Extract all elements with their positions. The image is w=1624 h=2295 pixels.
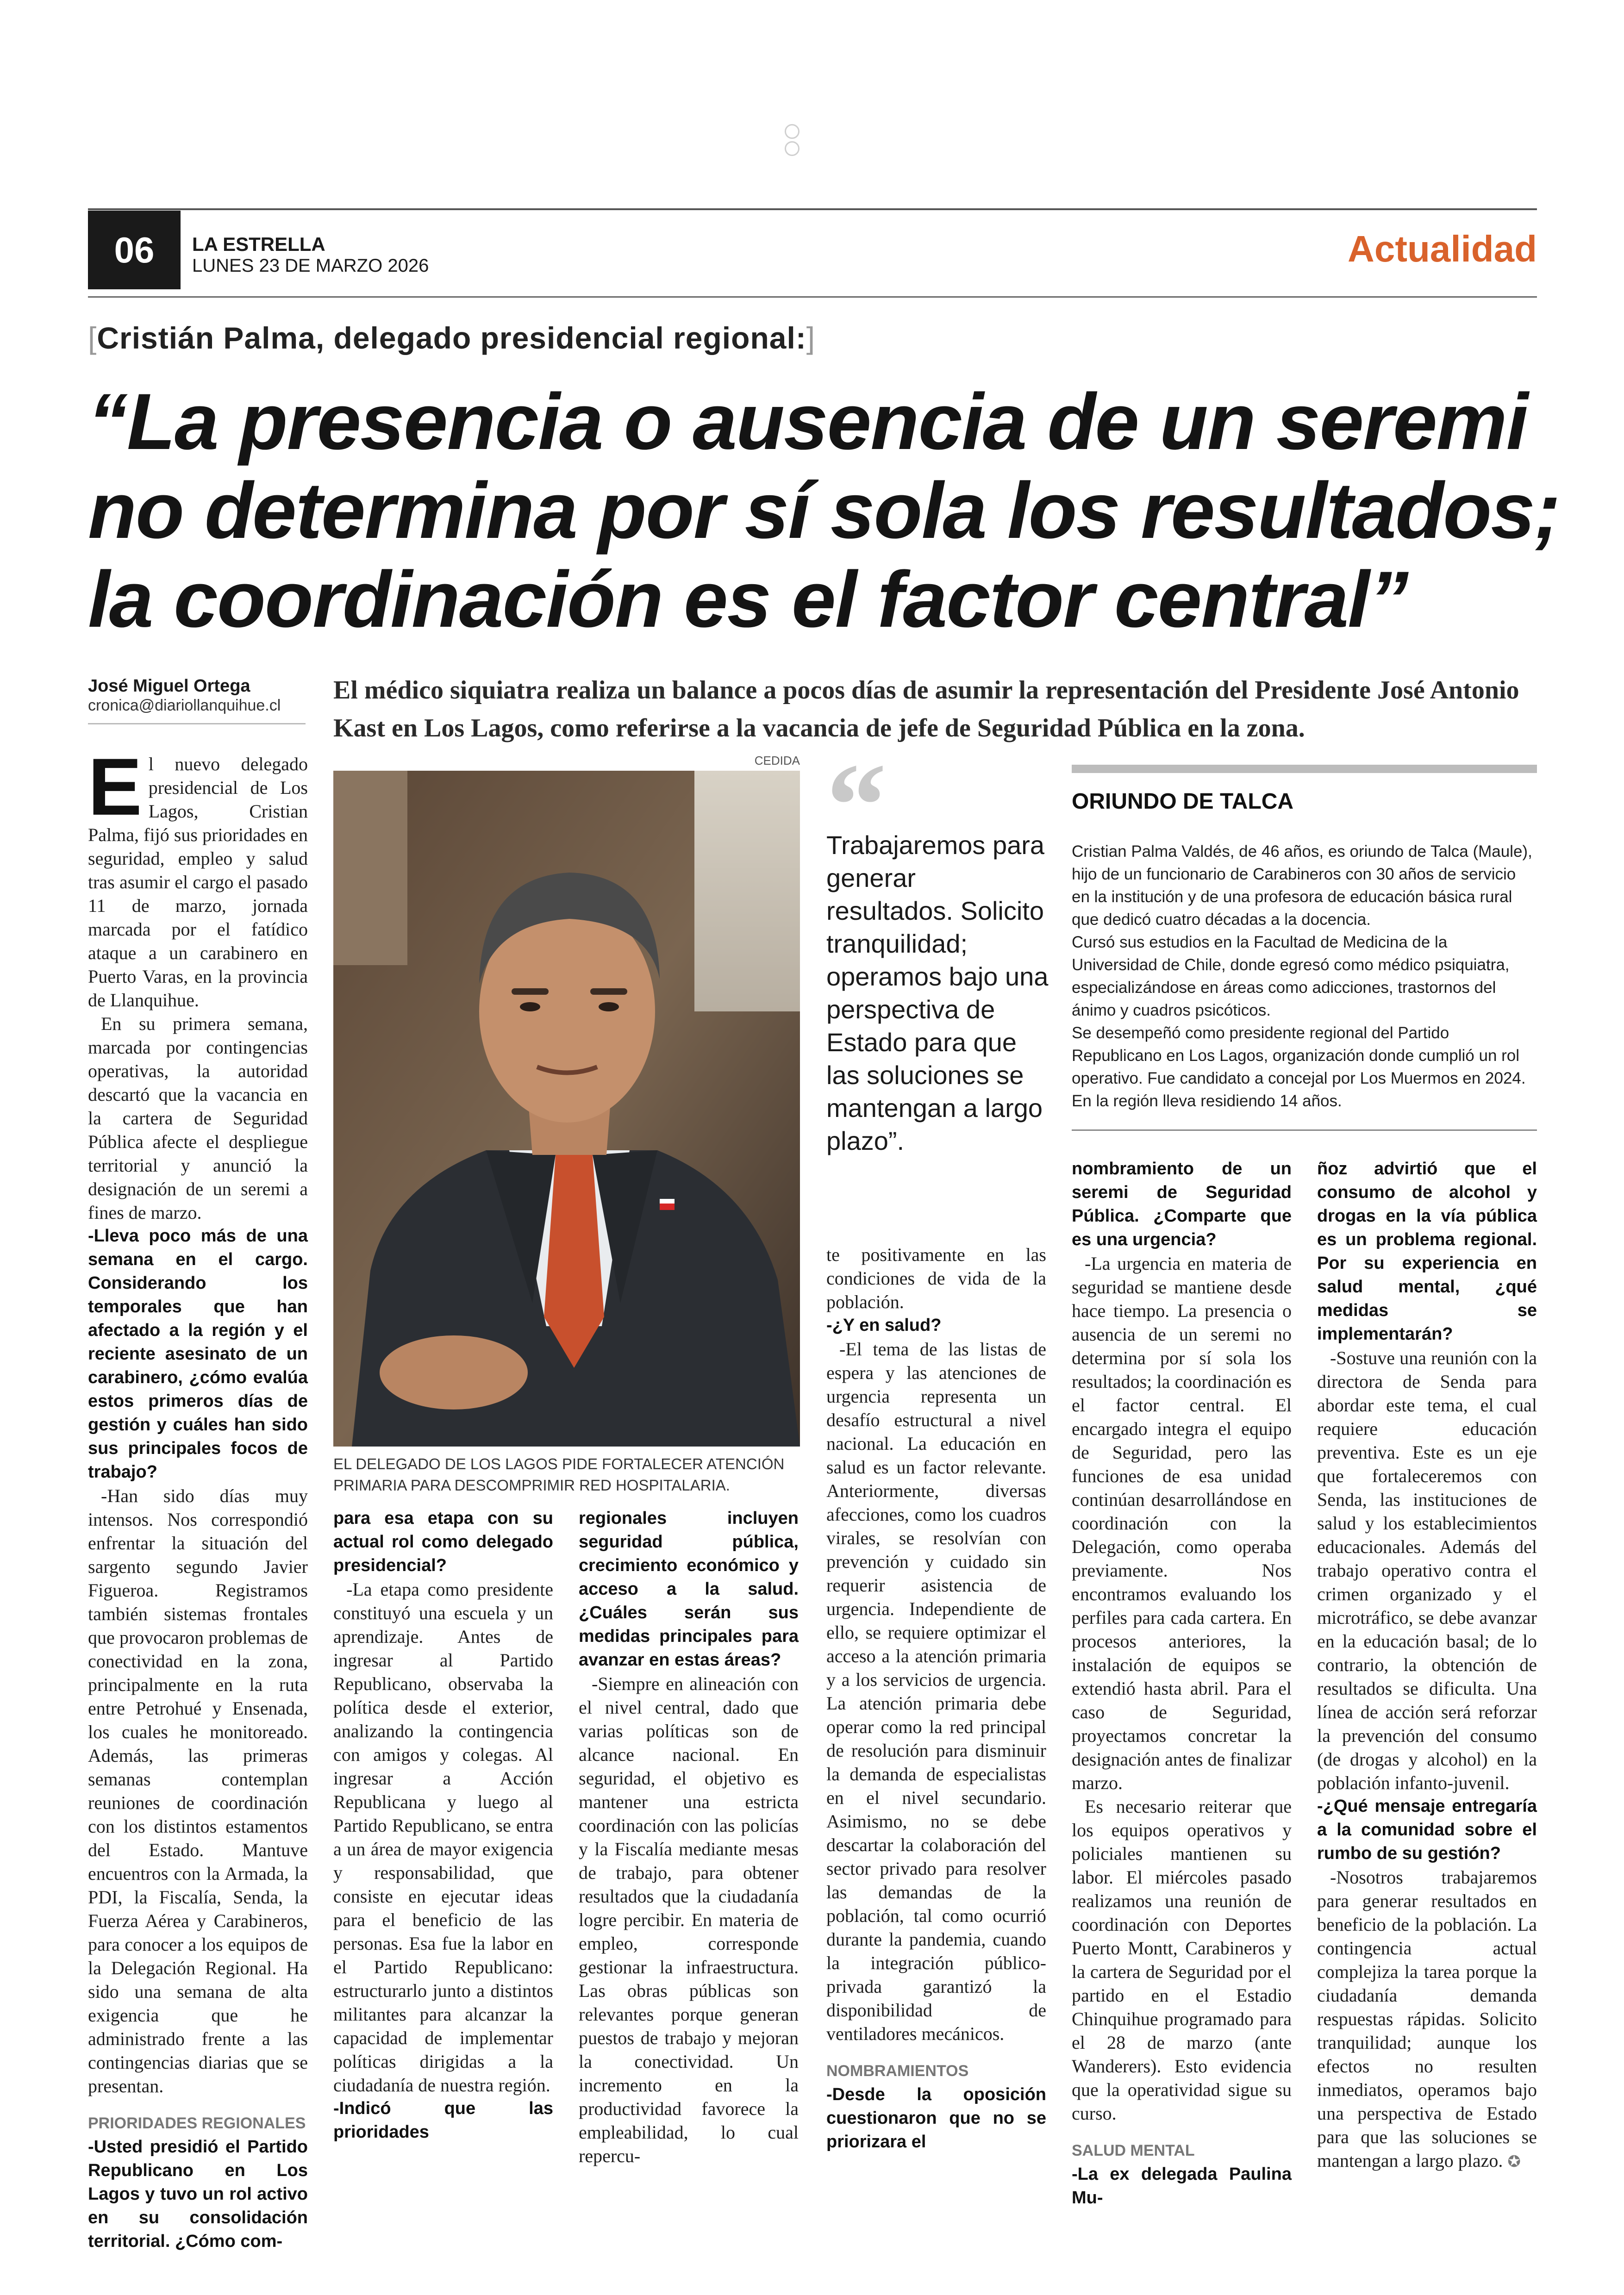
section-label: Actualidad	[1348, 228, 1537, 269]
article-column-5	[1072, 1157, 1292, 2210]
subheading: PRIORIDADES REGIONALES	[88, 2114, 306, 2132]
interview-question: -Usted presidió el Partido Republicano en Los Lagos y tuvo un rol activo en su consolidación territorial. ¿Cómo com-	[88, 2137, 308, 2251]
photo-caption: EL DELEGADO DE LOS LAGOS PIDE FORTALECER ATENCIÓN PRIMARIA PARA DESCOMPRIMIR RED HOSPITALARIA.	[333, 1455, 785, 1494]
interview-question: -Indicó que las prioridades	[333, 2099, 553, 2142]
interview-question: -La ex delegada Paulina Mu-	[1072, 2164, 1292, 2208]
article-column-4	[826, 1243, 1046, 2154]
interview-question: regionales incluyen seguridad pública, crecimiento económico y acceso a la salud. ¿Cuáles serán sus medidas principales para avanzar en estas áreas?	[579, 1509, 799, 1670]
interview-question: para esa etapa con su actual rol como delegado presidencial?	[333, 1509, 553, 1575]
interview-question: nombramiento de un seremi de Seguridad Pública. ¿Comparte que es una urgencia?	[1072, 1159, 1292, 1249]
header-rule	[88, 208, 1537, 210]
article-column-1	[88, 742, 308, 2253]
article-column-2	[333, 1507, 553, 2144]
sidebar-text	[1072, 840, 1537, 1112]
sidebar-paragraph: Se desempeñó como presidente regional del Partido Republicano en Los Lagos, organización donde cumplió un rol operativo. Fue candidato a concejal por Los Muermos en 2024. En la región lleva residiendo 14 años.	[1072, 1024, 1526, 1110]
article-column-3	[579, 1507, 799, 2168]
paragraph: te positivamente en las condiciones de vida de la población.	[826, 1244, 1046, 1312]
headline	[88, 377, 1560, 644]
interview-answer: -El tema de las listas de espera y las atenciones de urgencia representa un desafío estructural a nivel nacional. La educación en salud es un factor relevante. Anteriormente, diversas afecciones, como los cuadros virales, se resolvían con prevención y cuidado sin requerir asistencia de urgencia. Independiente de ello, se requiere optimizar el acceso a la atención primaria y a los servicios de urgencia. La atención primaria debe operar como la red principal de resolución para disminuir la demanda de especialistas en el nivel secundario. Asimismo, no se debe descartar la colaboración del sector privado para resolver las demandas de la población, tal como ocurrió durante la pandemia, cuando la integración público-privada garantizó la disponibilidad de ventiladores mecánicos.	[826, 1339, 1046, 2044]
page-number: 06	[88, 211, 181, 289]
photo-credit: CEDIDA	[754, 754, 800, 767]
author-divider	[88, 723, 306, 724]
interview-question: -¿Y en salud?	[826, 1316, 942, 1335]
lead-paragraph: El médico siquiatra realiza un balance a pocos días de asumir la representación del Presidente José Antonio Kast en Los Lagos, como referirse a la vacancia de jefe de Seguridad Pública en la zona.	[333, 676, 1519, 742]
headline-line: no determina por sí sola los resultados;	[88, 466, 1560, 555]
portrait-photo	[333, 771, 800, 1447]
pull-quote: Trabajaremos para generar resultados. Solicito tranquilidad; operamos bajo una perspectiva de Estado para que las soluciones se mantengan a largo plazo”.	[826, 830, 1049, 1155]
interview-answer: -La etapa como presidente constituyó una escuela y un aprendizaje. Antes de ingresar al Partido Republicano, observaba la política desde el exterior, analizando la contingencia con amigos y colegas. Al ingresar a Acción Republicana y luego al Partido Republicano, se entra a un área de mayor exigencia y responsabilidad, que consiste en ejecutar ideas para el beneficio de las personas. Esa fue la labor en el Partido Republicano: estructurarlo junto a distintos militantes para alcanzar la capacidad de implementar políticas dirigidas a la ciudadanía de nuestra región.	[333, 1579, 553, 2095]
headline-line: “La presencia o ausencia de un seremi	[88, 377, 1528, 466]
issue-date: LUNES 23 DE MARZO 2026	[192, 256, 429, 276]
interview-question: -Desde la oposición cuestionaron que no se priorizara el	[826, 2085, 1046, 2152]
paper-name: LA ESTRELLA	[192, 233, 325, 255]
subheading: NOMBRAMIENTOS	[826, 2062, 969, 2080]
kicker-text: Cristián Palma, delegado presidencial regional:	[97, 321, 806, 355]
subheading: SALUD MENTAL	[1072, 2142, 1195, 2159]
paragraph: Es necesario reiterar que los equipos operativos y policiales mantienen su labor. El miércoles pasado realizamos una reunión de coordinación con Deportes Puerto Montt, Carabineros y la cartera de Seguridad por el partido en el Estadio Chinquihue programado para el 28 de marzo (ante Wanderers). Esto evidencia que la operatividad sigue su curso.	[1072, 1796, 1292, 2124]
drop-cap: E	[88, 742, 142, 832]
interview-answer: -La urgencia en materia de seguridad se mantiene desde hace tiempo. La presencia o ausencia de un seremi no determina por sí sola los resultados; la coordinación es el factor central. El encargado integra el equipo de Seguridad, pero las funciones de esa unidad continúan desarrollándose en coordinación con la Delegación, como operaba previamente. Nos encontramos evaluando los perfiles para cada cartera. En procesos anteriores, la instalación de equipos se extendió hasta abril. Para el caso de Seguridad, proyectamos concretar la designación antes de finalizar marzo.	[1072, 1253, 1292, 1793]
headline-line: la coordinación es el factor central”	[88, 555, 1408, 644]
quote-mark-icon: “	[826, 739, 887, 872]
interview-question: -Lleva poco más de una semana en el cargo. Considerando los temporales que han afectado a la región y el reciente asesinato de un carabinero, ¿cómo evalúa estos primeros días de gestión y cuáles han sido sus principales focos de trabajo?	[88, 1226, 308, 1482]
sidebar-title: ORIUNDO DE TALCA	[1072, 789, 1294, 814]
sidebar-paragraph: Cursó sus estudios en la Facultad de Medicina de la Universidad de Chile, donde egresó como médico psiquiatra, especializándose en áreas como adicciones, trastornos del ánimo y cuadros psicóticos.	[1072, 933, 1510, 1019]
sidebar-paragraph: Cristian Palma Valdés, de 46 años, es oriundo de Talca (Maule), hijo de un funcionario de Carabineros con 30 años de servicio en la institución y de una profesora de educación básica rural que dedicó cuatro décadas a la docencia.	[1072, 842, 1532, 929]
interview-answer: -Han sido días muy intensos. Nos correspondió enfrentar la situación del sargento segundo Javier Figueroa. Registramos también sistemas frontales que provocaron problemas de conectividad en la zona, principalmente en la ruta entre Petrohué y Ensenada, los cuales he monitoreado. Además, las primeras semanas contemplan reuniones de coordinación con los distintos estamentos del Estado. Mantuve encuentros con la Armada, la PDI, la Fiscalía, Senda, la Fuerza Aérea y Carabineros, para conocer a los equipos de la Delegación Regional. Ha sido una semana de alta exigencia que he administrado frente a las contingencias diarias que se presentan.	[88, 1485, 308, 2096]
interview-answer: -Siempre en alineación con el nivel central, dado que varias políticas son de alcance nacional. En seguridad, el objetivo es mantener una estricta coordinación con las policías y la Fiscalía mediante mesas de trabajo, para obtener resultados que la ciudadanía logre percibir. En materia de empleo, corresponde gestionar la infraestructura. Las obras públicas son relevantes porque generan puestos de trabajo y mejoran la conectividad. Un incremento en la productividad favorece la empleabilidad, lo cual repercu-	[579, 1673, 799, 2166]
interview-question: -¿Qué mensaje entregaría a la comunidad sobre el rumbo de su gestión?	[1317, 1796, 1537, 1863]
author-name: José Miguel Ortega	[88, 676, 250, 696]
article-column-6	[1317, 1157, 1537, 2174]
kicker: [Cristián Palma, delegado presidencial regional:]	[88, 321, 816, 355]
page-indicator	[782, 124, 819, 143]
header-divider	[88, 296, 1537, 298]
paragraph: En su primera semana, marcada por contingencias operativas, la autoridad descartó que la vacancia en la cartera de Seguridad Pública afecte el despliegue territorial y anunció la designación de un seremi a fines de marzo.	[88, 1013, 308, 1223]
interview-answer: -Nosotros trabajaremos para generar resultados en beneficio de la población. La contingencia actual complejiza la tarea porque la ciudadanía demanda respuestas rápidas. Solicito tranquilidad; aunque los efectos no resulten inmediatos, operamos bajo una perspectiva de Estado para que las soluciones se mantengan a largo plazo. ✪	[1317, 1867, 1537, 2171]
sidebar-divider	[1072, 1129, 1537, 1131]
interview-answer: -Sostuve una reunión con la directora de Senda para abordar este tema, el cual requiere educación preventiva. Este es un eje que fortaleceremos con Senda, las instituciones de salud y los establecimientos educacionales. Además del trabajo operativo contra el crimen organizado y el microtráfico, se debe avanzar en la educación basal; de lo contrario, la obtención de resultados se dificulta. Una línea de acción será reforzar la prevención del consumo (de drogas y alcohol) en la población infanto-juvenil.	[1317, 1347, 1537, 1793]
end-mark-icon: ✪	[1507, 2152, 1521, 2171]
opening-paragraph: El nuevo delegado presidencial de Los Lagos, Cristian Palma, fijó sus prioridades en seguridad, empleo y salud tras asumir el cargo el pasado 11 de marzo, jornada marcada por el fatídico ataque a un carabinero en Puerto Varas, en la provincia de Llanquihue.	[88, 742, 308, 1010]
author-email: cronica@diariollanquihue.cl	[88, 697, 281, 714]
sidebar-bar	[1072, 765, 1537, 773]
interview-question: ñoz advirtió que el consumo de alcohol y drogas en la vía pública es un problema regional. Por su experiencia en salud mental, ¿qué medidas se implementarán?	[1317, 1159, 1537, 1344]
